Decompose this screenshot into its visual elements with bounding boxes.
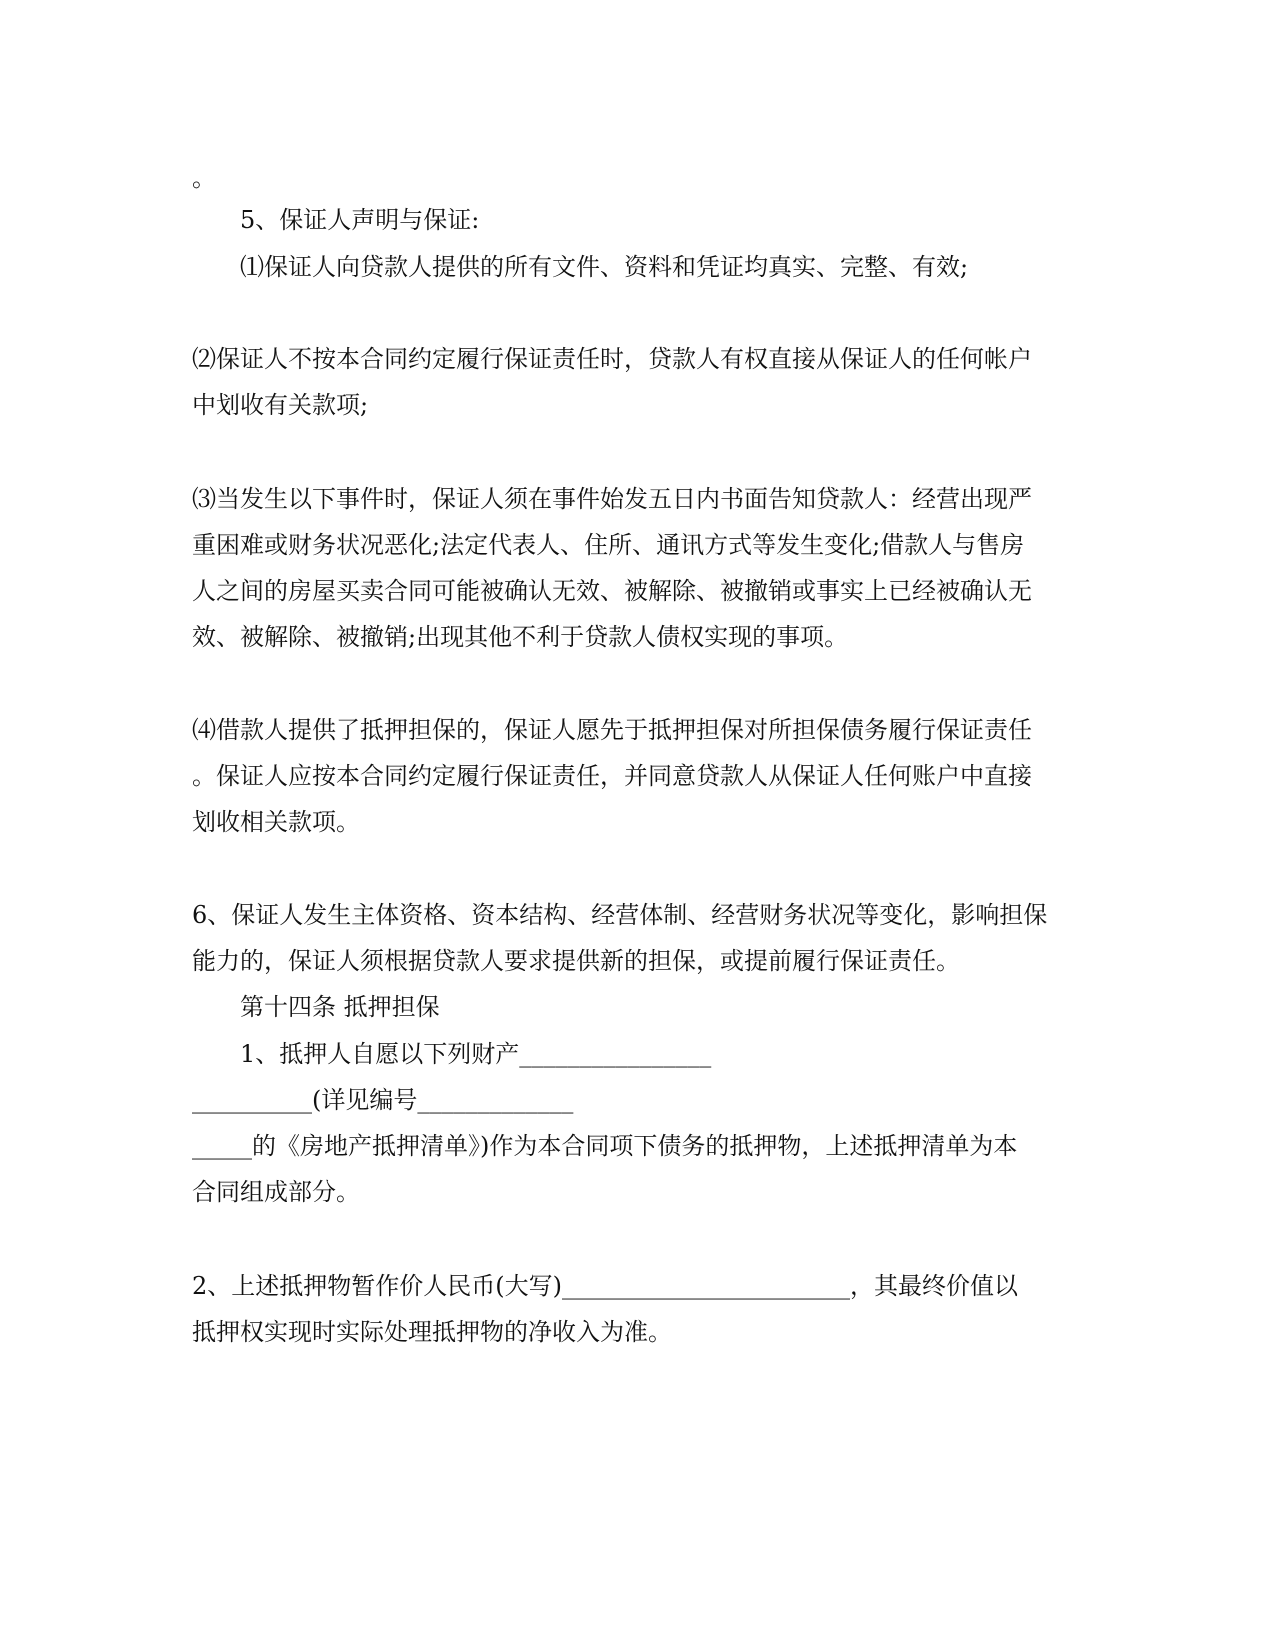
clause-5-item-4-line-1: ⑷借款人提供了抵押担保的，保证人愿先于抵押担保对所担保债务履行保证责任 — [192, 716, 1032, 744]
clause-5-item-1: ⑴保证人向贷款人提供的所有文件、资料和凭证均真实、完整、有效; — [240, 253, 969, 281]
clause-5-item-3-line-2: 重困难或财务状况恶化;法定代表人、住所、通讯方式等发生变化;借款人与售房 — [192, 531, 1025, 559]
clause-5-item-3-line-1: ⑶当发生以下事件时，保证人须在事件始发五日内书面告知贷款人：经营出现严 — [192, 485, 1032, 513]
text-line-period: 。 — [192, 164, 216, 192]
clause-5-item-3-line-3: 人之间的房屋买卖合同可能被确认无效、被解除、被撤销或事实上已经被确认无 — [192, 577, 1032, 605]
article-14-clause-1-line-3: _____的《房地产抵押清单》)作为本合同项下债务的抵押物，上述抵押清单为本 — [192, 1132, 1018, 1160]
clause-6-line-1: 6、保证人发生主体资格、资本结构、经营体制、经营财务状况等变化，影响担保 — [192, 901, 1048, 929]
article-14-clause-2-line-2: 抵押权实现时实际处理抵押物的净收入为准。 — [192, 1318, 672, 1346]
article-14-clause-1-line-1: 1、抵押人自愿以下列财产________________ — [240, 1040, 712, 1068]
article-14-clause-2-line-1: 2、上述抵押物暂作价人民币(大写)________________________，其最终价值以 — [192, 1272, 1018, 1300]
clause-5-item-2-line-1: ⑵保证人不按本合同约定履行保证责任时，贷款人有权直接从保证人的任何帐户 — [192, 345, 1032, 373]
clause-5-item-3-line-4: 效、被解除、被撤销;出现其他不利于贷款人债权实现的事项。 — [192, 623, 849, 651]
article-14-clause-1-line-4: 合同组成部分。 — [192, 1178, 360, 1206]
clause-5-heading: 5、保证人声明与保证: — [240, 206, 480, 234]
clause-5-item-2-line-2: 中划收有关款项; — [192, 391, 369, 419]
clause-6-line-2: 能力的，保证人须根据贷款人要求提供新的担保，或提前履行保证责任。 — [192, 947, 960, 975]
clause-5-item-4-line-2: 。保证人应按本合同约定履行保证责任，并同意贷款人从保证人任何账户中直接 — [192, 762, 1032, 790]
article-14-heading: 第十四条 抵押担保 — [240, 993, 440, 1021]
clause-5-item-4-line-3: 划收相关款项。 — [192, 808, 360, 836]
article-14-clause-1-line-2: __________(详见编号_____________ — [192, 1086, 574, 1114]
